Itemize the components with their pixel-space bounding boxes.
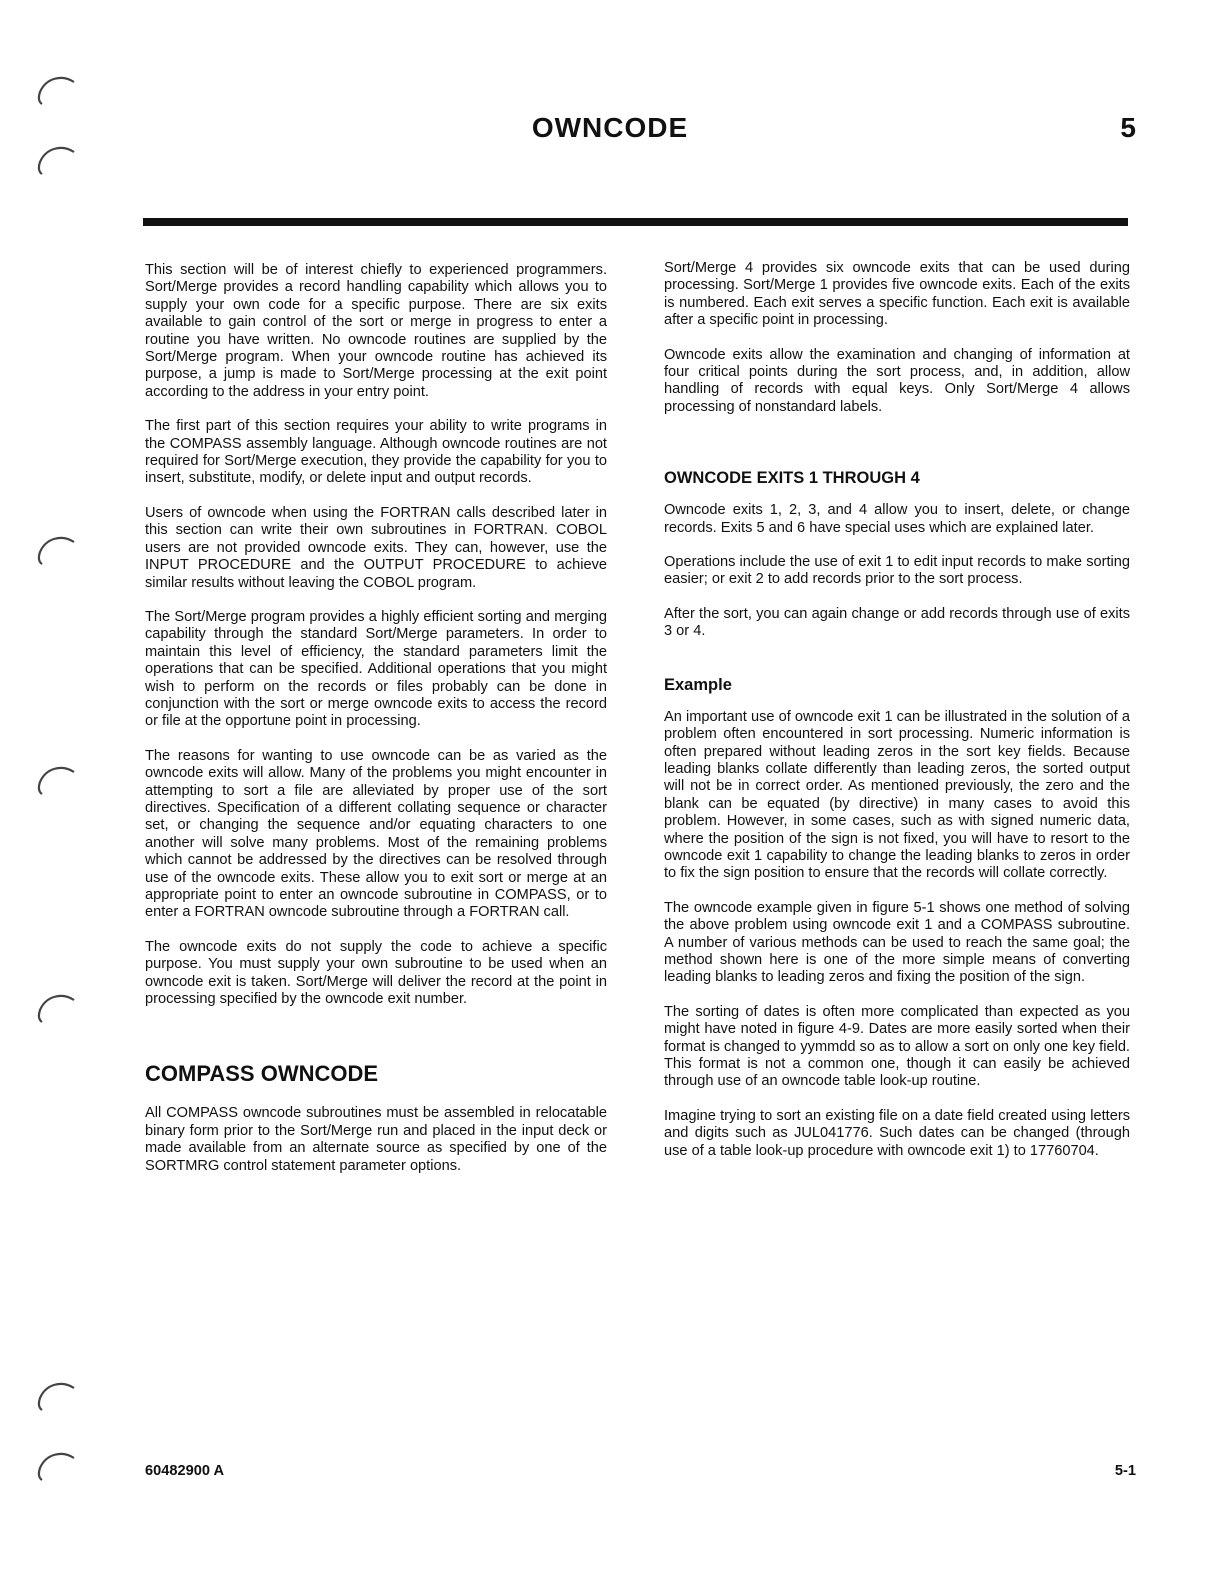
document-number: 60482900 A xyxy=(145,1463,224,1479)
binder-hole-mark xyxy=(34,1448,80,1482)
binder-hole-mark xyxy=(34,762,80,796)
section-heading-owncode-exits: OWNCODE EXITS 1 THROUGH 4 xyxy=(664,469,920,488)
body-paragraph: The Sort/Merge program provides a highly efficient sorting and merging capability through the standard Sort/Merge parameters. In order to maintain this level of efficiency, the standard parameters limit the operations that can be specified. Additional operations that you might wish to perform on the records or files probably can be done in conjunction with the sort or merge owncode exits to access the record or file at the opportune point in processing. xyxy=(145,608,607,730)
body-paragraph: Sort/Merge 4 provides six owncode exits that can be used during processing. Sort/Merge 1 provides five owncode exits. Each of the exits is numbered. Each exit serves a specific function. Each exit is available after a specific point in processing. xyxy=(664,260,1130,329)
binder-hole-mark xyxy=(34,72,80,106)
body-paragraph: The reasons for wanting to use owncode can be as varied as the owncode exits will allow. Many of the problems you might encounter in attempting to sort a file are alleviated by proper use of the sort directives. Specification of a different collating sequence or character set, or changing the sequence and/or equating characters to one another will solve many problems. Most of the remaining problems which cannot be addressed by the directives can be resolved through use of the owncode exits. These allow you to exit sort or merge at an appropriate point to enter an owncode subroutine in COMPASS, or to enter a FORTRAN owncode subroutine through a FORTRAN call. xyxy=(145,747,607,921)
body-paragraph: After the sort, you can again change or add records through use of exits 3 or 4. xyxy=(664,605,1130,640)
body-paragraph: This section will be of interest chiefly to experienced programmers. Sort/Merge provides a record handling capability which allows you to supply your own code for a specific purpose. There are six exits available to gain control of the sort or merge in progress to enter a routine you have written. No owncode routines are supplied by the Sort/Merge program. When your owncode routine has achieved its purpose, a jump is made to Sort/Merge processing at the exit point according to the address in your entry point. xyxy=(145,262,607,400)
body-paragraph: The sorting of dates is often more complicated than expected as you might have noted in figure 4-9. Dates are more easily sorted when their format is changed to yymmdd so as to allow a sort on only one key field. This format is not a common one, though it can easily be achieved through use of an owncode table look-up routine. xyxy=(664,1003,1130,1090)
body-paragraph: Owncode exits allow the examination and changing of information at four critical points during the sort process, and, in addition, allow handling of records with equal keys. Only Sort/Merge 4 allows processing of nonstandard labels. xyxy=(664,346,1130,415)
body-paragraph: All COMPASS owncode subroutines must be assembled in relocatable binary form prior to the Sort/Merge run and placed in the input deck or made available from an alternate source as specified by one of the SORTMRG control statement parameter options. xyxy=(145,1105,607,1174)
binder-hole-mark xyxy=(34,1378,80,1412)
body-paragraph: Imagine trying to sort an existing file on a date field created using letters and digits such as JUL041776. Such dates can be changed (through use of a table look-up procedure with owncode exit 1) to 17760704. xyxy=(664,1107,1130,1159)
body-paragraph: An important use of owncode exit 1 can be illustrated in the solution of a problem often encountered in sort processing. Numeric information is often prepared without leading zeros in the sort key fields. Because leading blanks collate differently than leading zeros, the sorted output will not be in correct order. As mentioned previously, the zero and the blank can be equated (by directive) in many cases to avoid this problem. However, in some cases, such as with signed numeric data, where the position of the sign is not fixed, you will have to resort to the owncode exit 1 capability to change the leading blanks to zeros in order to fix the sign position to ensure that the records will collate correctly. xyxy=(664,708,1130,882)
page-number: 5-1 xyxy=(1114,1463,1136,1479)
header-rule xyxy=(143,218,1128,226)
chapter-number: 5 xyxy=(1120,112,1136,143)
binder-hole-mark xyxy=(34,142,80,176)
body-paragraph: Users of owncode when using the FORTRAN calls described later in this section can write their own subroutines in FORTRAN. COBOL users are not provided owncode exits. They can, however, use the INPUT PROCEDURE and the OUTPUT PROCEDURE to achieve similar results without leaving the COBOL program. xyxy=(145,504,607,591)
subsection-heading-example: Example xyxy=(664,675,732,694)
left-column xyxy=(145,262,607,1192)
body-paragraph: The owncode exits do not supply the code to achieve a specific purpose. You must supply your own subroutine to be used when an owncode exit is taken. Sort/Merge will deliver the record at the point in processing specified by the owncode exit number. xyxy=(145,938,607,1008)
body-paragraph: Operations include the use of exit 1 to edit input records to make sorting easier; or exit 2 to add records prior to the sort process. xyxy=(664,554,1130,588)
body-paragraph: Owncode exits 1, 2, 3, and 4 allow you to insert, delete, or change records. Exits 5 and 6 have special uses which are explained later. xyxy=(664,502,1130,536)
chapter-title: OWNCODE xyxy=(531,112,689,143)
binder-hole-mark xyxy=(34,990,80,1024)
section-heading-compass-owncode: COMPASS OWNCODE xyxy=(145,1061,379,1087)
binder-hole-mark xyxy=(34,532,80,566)
body-paragraph: The first part of this section requires your ability to write programs in the COMPASS assembly language. Although owncode routines are not required for Sort/Merge execution, they provide the capability for you to insert, substitute, modify, or delete input and output records. xyxy=(145,418,607,487)
body-paragraph: The owncode example given in figure 5-1 shows one method of solving the above problem using owncode exit 1 and a COMPASS subroutine. A number of various methods can be used to reach the same goal; the method shown here is one of the more simple means of converting leading blanks to leading zeros and fixing the position of the sign. xyxy=(664,899,1130,986)
right-column xyxy=(664,260,1130,1177)
